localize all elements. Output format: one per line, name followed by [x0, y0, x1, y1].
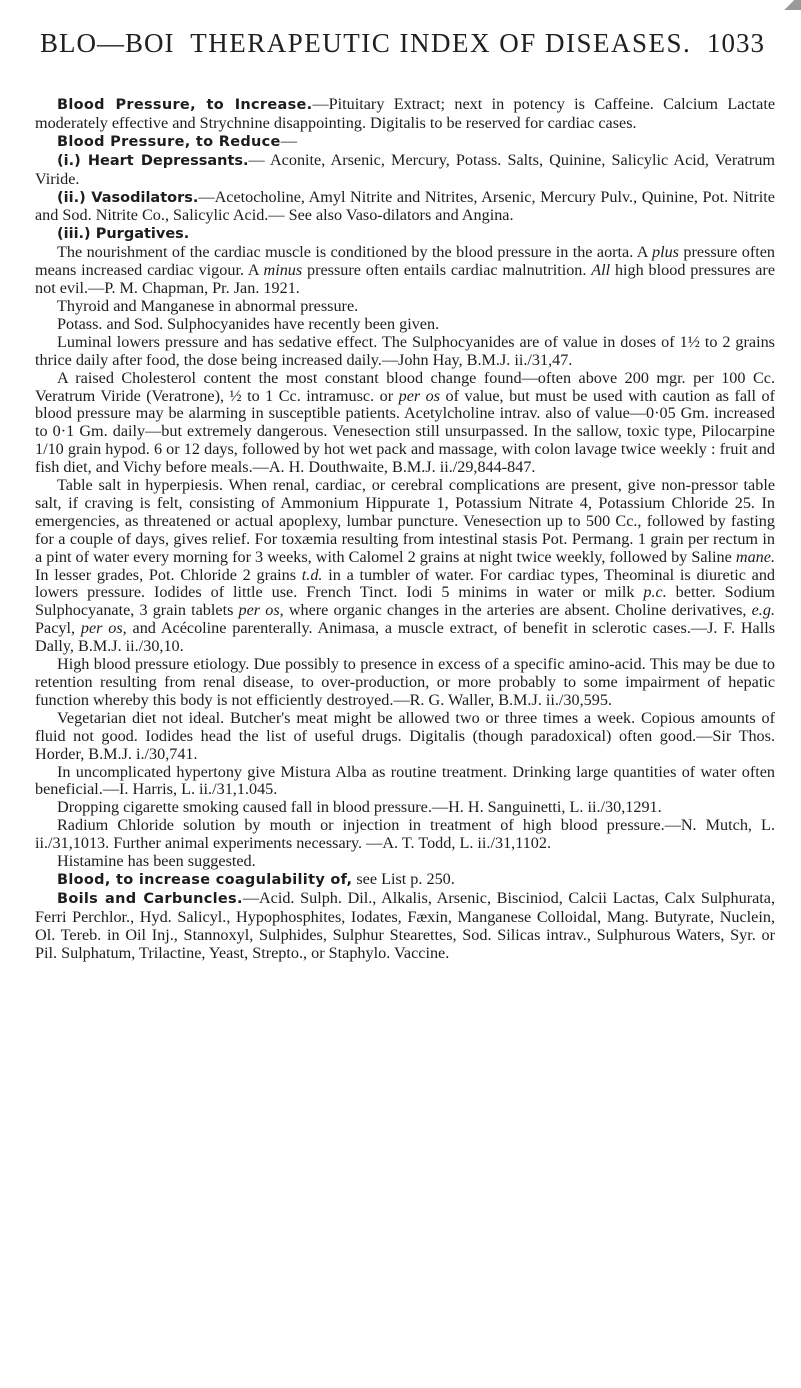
text-run: of value, but must be used with caution as fall of blood pressure may be alarming in susceptible patients. Acetylcholine intrav. also of value—0·05 Gm. increased to 0·1 Gm. daily—but extremely dangerous. Venesection still unsurpassed. In the sallow, toxic type, Pilocarpine 1/10 grain hypod. 6 or 12 days, followed by hot wet pack and massage, with colon lavage twice weekly : fruit and fish diet, and Vichy before meals.—A. H. Douthwaite, B.M.J. ii./29,844-847.: [35, 386, 775, 477]
italic-run: t.d.: [301, 565, 323, 584]
text-run: Vegetarian diet not ideal. Butcher's meat might be allowed two or three times a week. Copious amounts of fluid not good. Iodides head the list of useful drugs. Digitalis (though paradoxical) often good.—Sir Thos. Horder, B.M.J. i./30,741.: [35, 708, 775, 763]
paragraph-bp-reduce: [35, 133, 775, 152]
text-run: high blood pressures are not evil.—P. M. Chapman, Pr. Jan. 1921.: [35, 261, 776, 298]
entry-heading: Boils and Carbuncles.: [57, 890, 243, 907]
paragraph-etiology: [35, 656, 775, 710]
text-run: pressure often means increased cardiac vigour. A: [35, 243, 775, 280]
text-run: Dropping cigarette smoking caused fall in blood pressure.—H. H. Sanguinetti, L. ii./30,1291.: [57, 798, 662, 817]
italic-run: p.c.: [643, 583, 667, 602]
entry-heading: Blood, to increase coagulability of,: [57, 871, 353, 888]
page-corner-fold: [783, 0, 801, 10]
italic-run: minus: [263, 261, 303, 280]
text-run: Radium Chloride solution by mouth or injection in treatment of high blood pressure.—N. Mutch, L. ii./31,1013. Further animal experiments necessary. —A. T. Todd, L. ii./31,1102.: [35, 816, 775, 853]
text-run: Potass. and Sod. Sulphocyanides have recently been given.: [57, 314, 440, 333]
text-run: in a tumbler of water. For cardiac types, Theominal is diuretic and lowers pressure. Iodides of little use. French Tinct. Iodi 5 minims in water or milk: [35, 565, 776, 602]
paragraph-cholesterol: [35, 370, 775, 477]
text-run: better. Sodium Sulphocyanate, 3 grain tablets: [35, 583, 775, 620]
entry-text: —Acetocholine, Amyl Nitrite and Nitrites, Arsenic, Mercury Pulv., Quinine, Pot. Nitrite and Sod. Nitrite Co., Salicylic Acid.— See also Vaso-dilators and Angina.: [35, 187, 775, 225]
paragraph-boils: [35, 890, 775, 963]
text-run: and Acécoline parenterally. Animasa, a muscle extract, of benefit in sclerotic cases.—J. F. Halls Dally, B.M.J. ii./30,10.: [35, 619, 775, 656]
entry-text: —: [280, 131, 297, 150]
paragraph-bp-increase: [35, 96, 775, 133]
text-run: Thyroid and Manganese in abnormal pressure.: [57, 296, 359, 315]
text-run: Luminal lowers pressure and has sedative effect. The Sulphocyanides are of value in doses of 1½ to 2 grains thrice daily after food, the dose being increased daily.—John Hay, B.M.J. ii./31,47.: [35, 332, 775, 369]
paragraph-vasodilators: [35, 189, 775, 226]
paragraph-heart-depressants: [35, 152, 775, 189]
paragraph-luminal: [35, 334, 775, 370]
entry-text: —Pituitary Extract; next in potency is Caffeine. Calcium Lactate moderately effective and Strychnine disappointing. Digitalis to be reserved for cardiac cases.: [35, 95, 776, 132]
text-run: The nourishment of the cardiac muscle is conditioned by the blood pressure in the aorta. A: [57, 243, 652, 262]
entry-text: — Aconite, Arsenic, Mercury, Potass. Salts, Quinine, Salicylic Acid, Veratrum Viride.: [35, 150, 775, 188]
text-run: where organic changes in the arteries are absent. Choline derivatives,: [283, 601, 752, 620]
subheading: (ii.) Vasodilators.: [57, 189, 199, 206]
italic-run: per os,: [238, 601, 284, 620]
paragraph-cigarette: [35, 799, 775, 817]
text-run: A raised Cholesterol content the most constant blood change found—often above 200 mgr. per 100 Cc. Veratrum Viride (Veratrone), ½ to 1 Cc. intramusc. or: [35, 368, 775, 405]
paragraph-vegetarian: [35, 710, 775, 764]
running-head: [40, 28, 765, 59]
page-number: 1033: [706, 28, 765, 58]
entry-heading: Blood Pressure, to Reduce: [57, 133, 281, 150]
italic-run: All: [591, 261, 611, 280]
paragraph-coagulability: [35, 871, 775, 890]
running-head-left: BLO—BOI: [40, 28, 175, 58]
italic-run: e.g.: [751, 601, 775, 620]
text-run: Pacyl,: [35, 619, 81, 638]
paragraph-purgatives: [35, 225, 775, 244]
subheading: (i.) Heart Depressants.: [57, 152, 249, 169]
text-run: pressure often entails cardiac malnutrition.: [302, 261, 592, 280]
text-run: In lesser grades, Pot. Chloride 2 grains: [35, 565, 302, 584]
italic-run: mane.: [735, 547, 775, 566]
text-run: Histamine has been suggested.: [57, 852, 256, 871]
paragraph-radium: [35, 817, 775, 853]
text-run: Table salt in hyperpiesis. When renal, cardiac, or cerebral complications are present, give non-pressor table salt, if craving is felt, consisting of Ammonium Hippurate 1, Potassium Nitrate 4, Potassium Chloride 25. In emergencies, as threatened or actual apoplexy, lumbar puncture. Venesection up to 500 Cc., followed by fasting for a couple of days, gives relief. For toxæmia resulting from intestinal stasis Pot. Permang. 1 grain per rectum in a pint of water every morning for 3 weeks, with Calomel 2 grains at night twice weekly, followed by Saline: [35, 476, 775, 566]
paragraph-table-salt: [35, 477, 775, 656]
subheading: (iii.) Purgatives.: [57, 226, 190, 243]
text-run: In uncomplicated hypertony give Mistura Alba as routine treatment. Drinking large quantities of water often beneficial.—I. Harris, L. ii./31,1.045.: [35, 762, 775, 799]
paragraph-nourishment: [35, 244, 775, 298]
entry-text: —Acid. Sulph. Dil., Alkalis, Arsenic, Bisciniod, Calcii Lactas, Calx Sulphurata, Ferri Perchlor., Hyd. Salicyl., Hypophosphites, Iodates, Fæxin, Manganese Colloidal, Mang. Butyrate, Nuclein, Ol. Tereb. in Oil Inj., Stannoxyl, Sulphides, Sulphur Stearettes, Sod. Silicas intrav., Sulphurous Waters, Syr. or Pil. Sulphatum, Trilactine, Yeast, Strepto., or Staphylo. Vaccine.: [35, 888, 775, 962]
italic-run: per os,: [80, 619, 127, 638]
body-text: [35, 96, 775, 963]
text-run: High blood pressure etiology. Due possibly to presence in excess of a specific amino-acid. This may be due to retention resulting from renal disease, to over-production, or more probably to some impairment of hepatic function whereby this body is not efficiently destroyed.—R. G. Waller, B.M.J. ii./30,595.: [35, 655, 775, 709]
entry-text: see List p. 250.: [352, 869, 455, 888]
italic-run: plus: [652, 243, 679, 262]
paragraph-thyroid: [35, 298, 775, 316]
paragraph-histamine: [35, 853, 775, 871]
paragraph-sulphocyanides: [35, 316, 775, 334]
running-head-title: THERAPEUTIC INDEX OF DISEASES.: [190, 28, 692, 58]
entry-heading: Blood Pressure, to Increase.: [57, 97, 313, 113]
italic-run: per os: [398, 386, 441, 405]
paragraph-hypertony: [35, 764, 775, 800]
